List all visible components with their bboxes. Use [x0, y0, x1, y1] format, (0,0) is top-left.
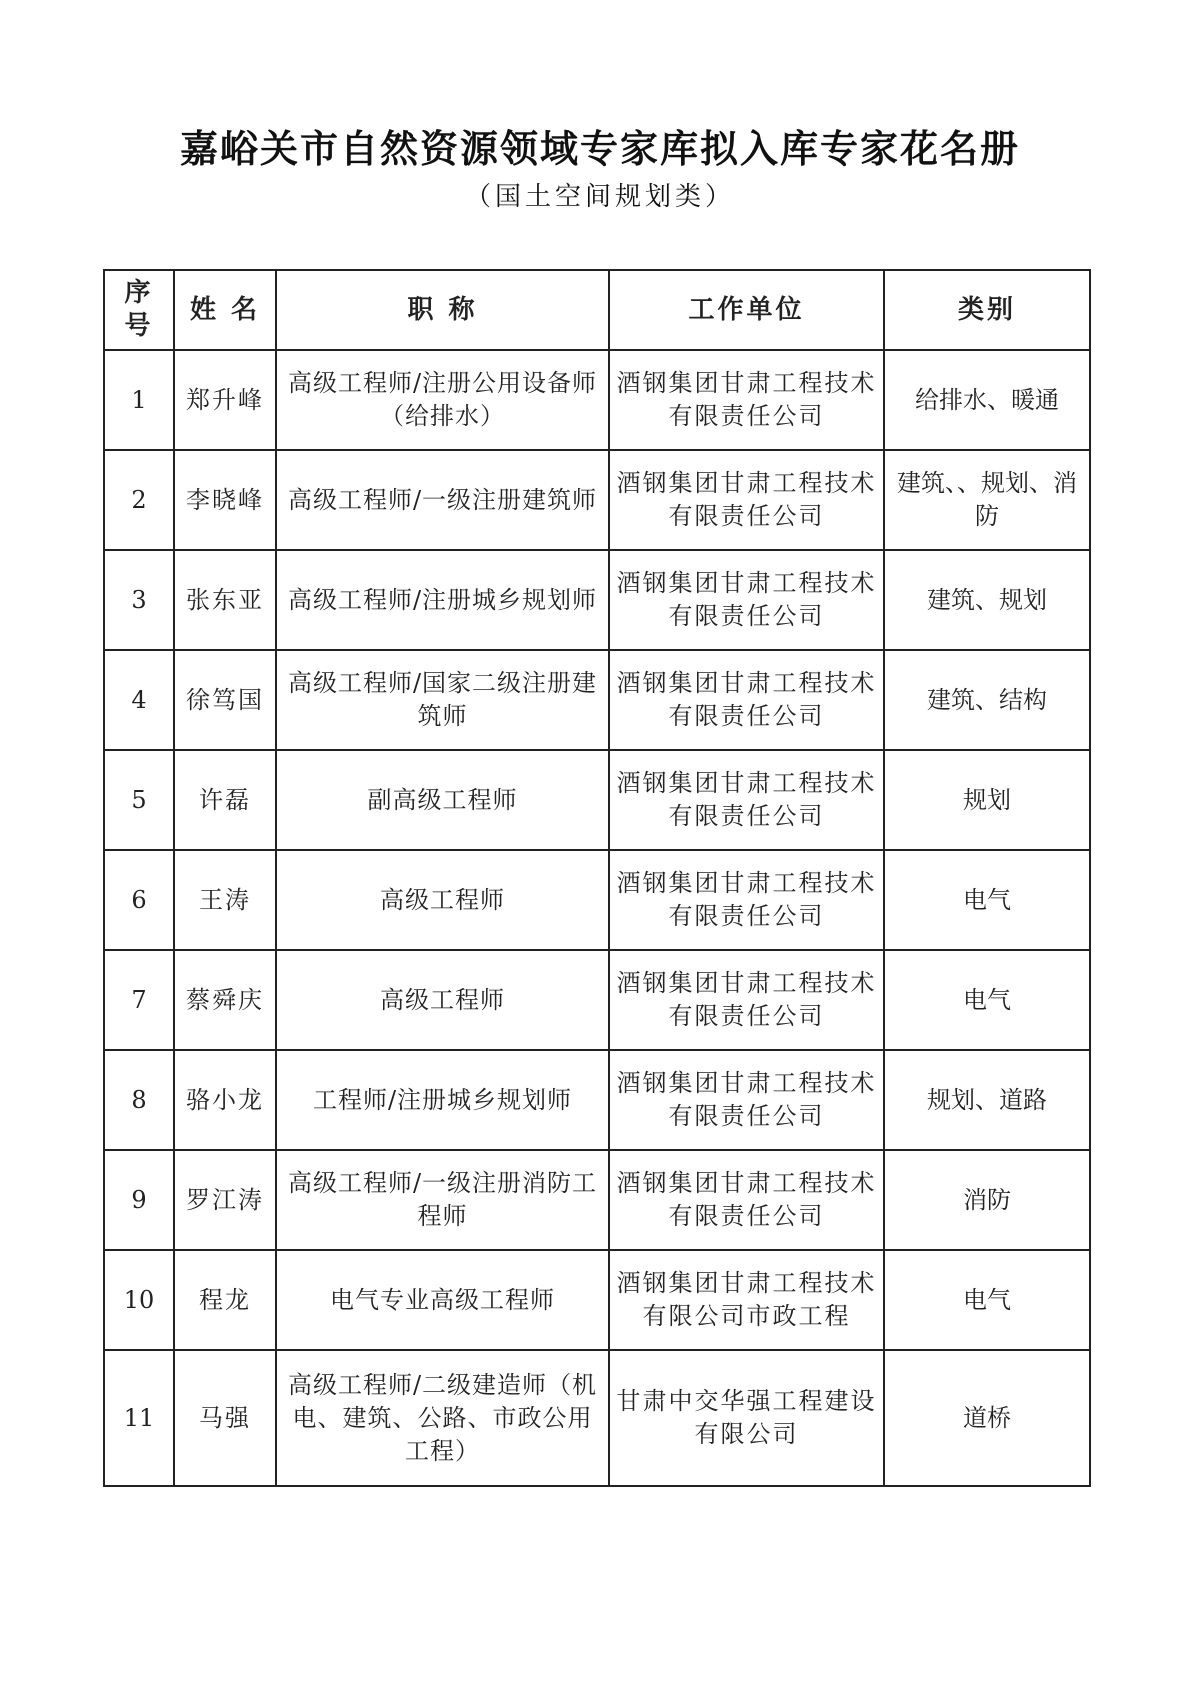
- row-unit: 酒钢集团甘肃工程技术有限公司市政工程: [609, 1250, 884, 1350]
- row-category: 建筑、结构: [884, 650, 1090, 750]
- row-title: 副高级工程师: [276, 750, 609, 850]
- row-index: 8: [104, 1050, 174, 1150]
- header-category: 类别: [884, 270, 1090, 350]
- row-category: 电气: [884, 850, 1090, 950]
- row-index: 3: [104, 550, 174, 650]
- row-unit: 酒钢集团甘肃工程技术有限责任公司: [609, 750, 884, 850]
- document-subtitle: （国土空间规划类）: [464, 182, 735, 212]
- row-index: 9: [104, 1150, 174, 1250]
- table-row: [104, 1350, 1090, 1486]
- row-name: 罗江涛: [174, 1150, 276, 1250]
- row-index: 2: [104, 450, 174, 550]
- row-unit: 酒钢集团甘肃工程技术有限责任公司: [609, 1050, 884, 1150]
- row-index: 11: [104, 1350, 174, 1486]
- row-title: 高级工程师/一级注册消防工程师: [276, 1150, 609, 1250]
- row-category: 规划、道路: [884, 1050, 1090, 1150]
- table-row: [104, 650, 1090, 750]
- row-name: 郑升峰: [174, 350, 276, 450]
- row-category: 给排水、暖通: [884, 350, 1090, 450]
- row-title: 高级工程师: [276, 950, 609, 1050]
- row-index: 4: [104, 650, 174, 750]
- table-row: [104, 1150, 1090, 1250]
- row-index: 5: [104, 750, 174, 850]
- row-category: 规划: [884, 750, 1090, 850]
- row-title: 高级工程师/注册城乡规划师: [276, 550, 609, 650]
- row-title: 工程师/注册城乡规划师: [276, 1050, 609, 1150]
- row-name: 蔡舜庆: [174, 950, 276, 1050]
- row-index: 1: [104, 350, 174, 450]
- row-unit: 甘肃中交华强工程建设有限公司: [609, 1350, 884, 1486]
- row-index: 10: [104, 1250, 174, 1350]
- table-row: [104, 950, 1090, 1050]
- row-name: 李晓峰: [174, 450, 276, 550]
- table-row: [104, 450, 1090, 550]
- header-name: 姓 名: [174, 270, 276, 350]
- row-unit: 酒钢集团甘肃工程技术有限责任公司: [609, 450, 884, 550]
- row-category: 消防: [884, 1150, 1090, 1250]
- row-title: 高级工程师/二级建造师（机电、建筑、公路、市政公用工程）: [276, 1350, 609, 1486]
- row-name: 马强: [174, 1350, 276, 1486]
- header-title: 职 称: [276, 270, 609, 350]
- row-title: 高级工程师/国家二级注册建筑师: [276, 650, 609, 750]
- row-title: 高级工程师/注册公用设备师（给排水）: [276, 350, 609, 450]
- table-row: [104, 1250, 1090, 1350]
- document-title: 嘉峪关市自然资源领域专家库拟入库专家花名册: [179, 127, 1020, 171]
- header-index: 序号: [104, 270, 174, 350]
- row-name: 王涛: [174, 850, 276, 950]
- row-title: 电气专业高级工程师: [276, 1250, 609, 1350]
- row-name: 张东亚: [174, 550, 276, 650]
- row-category: 电气: [884, 1250, 1090, 1350]
- row-index: 7: [104, 950, 174, 1050]
- row-unit: 酒钢集团甘肃工程技术有限责任公司: [609, 950, 884, 1050]
- row-unit: 酒钢集团甘肃工程技术有限责任公司: [609, 350, 884, 450]
- row-title: 高级工程师/一级注册建筑师: [276, 450, 609, 550]
- row-category: 道桥: [884, 1350, 1090, 1486]
- row-name: 骆小龙: [174, 1050, 276, 1150]
- expert-roster-table: [103, 269, 1091, 1487]
- table-row: [104, 1050, 1090, 1150]
- row-title: 高级工程师: [276, 850, 609, 950]
- table-row: [104, 350, 1090, 450]
- row-category: 建筑、规划: [884, 550, 1090, 650]
- table-row: [104, 850, 1090, 950]
- header-row: [104, 270, 1090, 350]
- table-row: [104, 750, 1090, 850]
- header-unit: 工作单位: [609, 270, 884, 350]
- row-unit: 酒钢集团甘肃工程技术有限责任公司: [609, 550, 884, 650]
- row-unit: 酒钢集团甘肃工程技术有限责任公司: [609, 850, 884, 950]
- row-category: 电气: [884, 950, 1090, 1050]
- row-name: 徐笃国: [174, 650, 276, 750]
- row-category: 建筑、、规划、消防: [884, 450, 1090, 550]
- row-unit: 酒钢集团甘肃工程技术有限责任公司: [609, 650, 884, 750]
- row-index: 6: [104, 850, 174, 950]
- row-name: 许磊: [174, 750, 276, 850]
- table-row: [104, 550, 1090, 650]
- row-name: 程龙: [174, 1250, 276, 1350]
- row-unit: 酒钢集团甘肃工程技术有限责任公司: [609, 1150, 884, 1250]
